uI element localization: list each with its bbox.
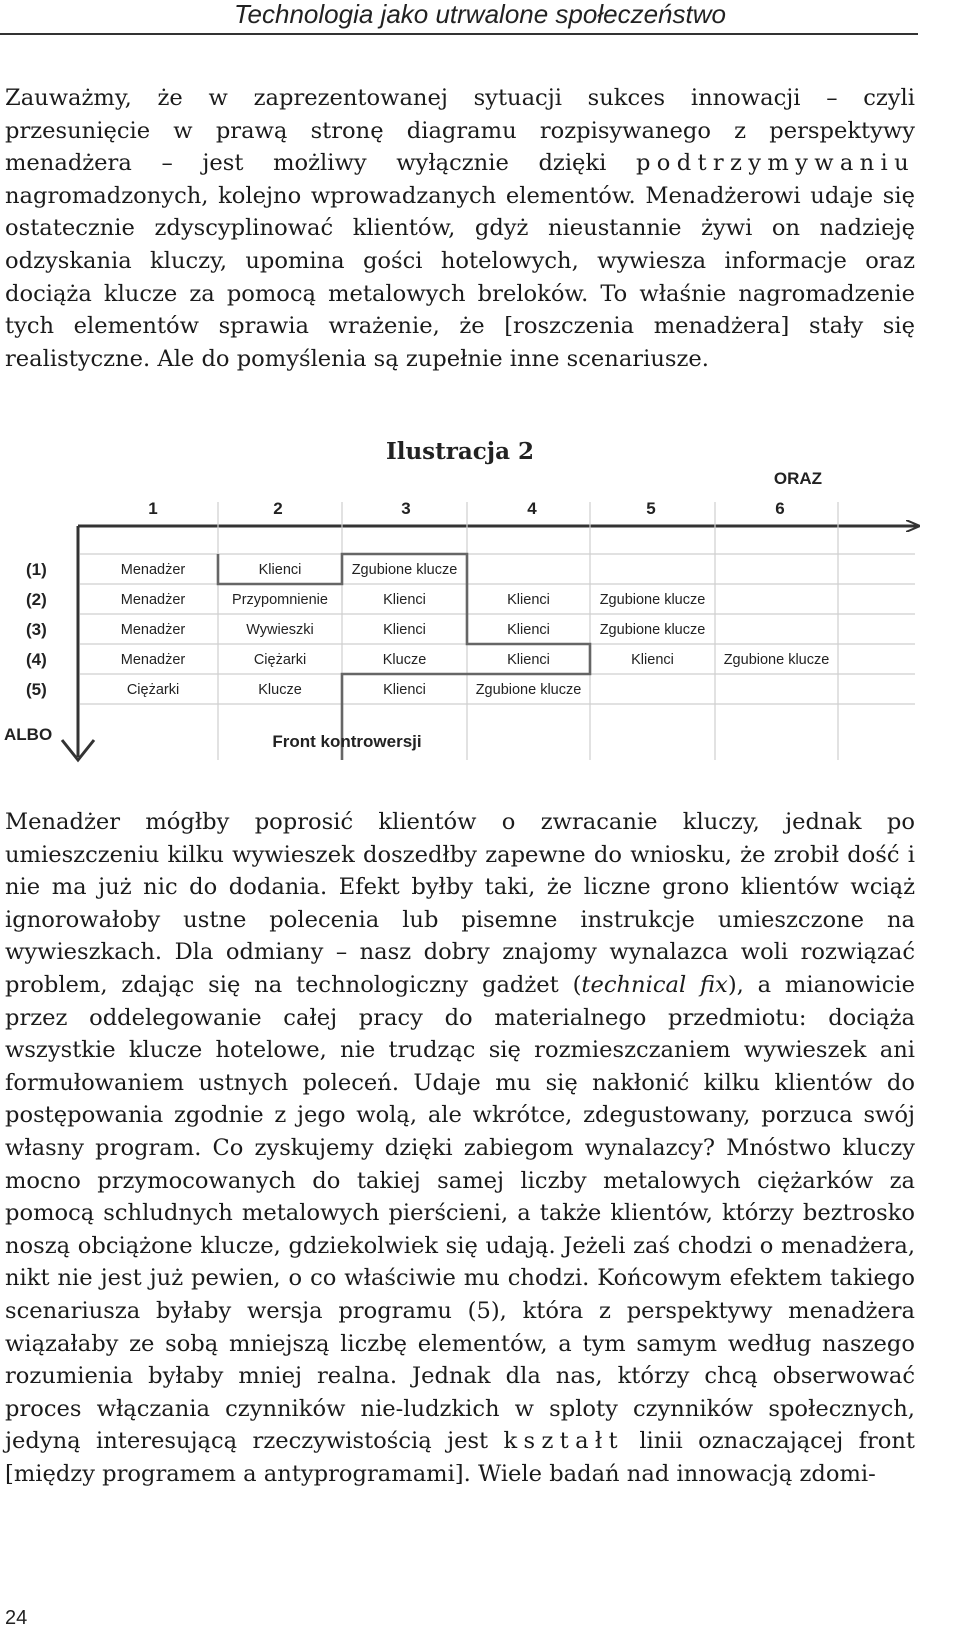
diagram-cell: Klienci	[507, 592, 550, 608]
paragraph-1	[5, 82, 915, 375]
albo-label: ALBO	[4, 725, 53, 744]
diagram-cell: Klienci	[507, 622, 550, 638]
header-rule	[0, 33, 918, 35]
row-label: (1)	[26, 560, 47, 579]
diagram-cell: Menadżer	[120, 592, 186, 608]
diagram-cell: Menadżer	[120, 652, 186, 668]
figure-diagram	[0, 462, 960, 802]
diagram-cell: Klucze	[382, 652, 427, 668]
paragraph-1-text-b: nagromadzonych, kolejno wprowadzanych elementów. Menadżerowi udaje się ostatecznie zdyscyplinować klientów, gdyż nieustannie żywi on nadzieję odzyskania kluczy, upomina gości hotelowych, wywiesza informacje oraz dociąża klucze za pomocą metalowych breloków. To właśnie nagromadzenie tych elementów sprawia wrażenie, że [roszczenia menadżera] stały się realistyczne. Ale do pomyślenia są zupełnie inne scenariusze.	[5, 182, 915, 372]
paragraph-2	[5, 806, 915, 1490]
column-number: 6	[775, 499, 785, 518]
paragraph-2-text-b: ), a mianowicie przez oddelegowanie całej pracy do materialnego przedmiotu: dociąża wszystkie klucze hotelowe, nie trudząc się rozmieszczaniem wywieszek ani formułowaniem ustnych poleceń. Udaje mu się nakłonić kilku klientów do postępowania zgodnie z jego wolą, ale wkrótce, zdegustowany, porzuca swój własny program. Co zyskujemy dzięki zabiegom wynalazcy? Mnóstwo kluczy mocno przymocowanych do takiej samej liczby metalowych ciężarków za pomocą schludnych metalowych pierścieni, a także klientów, którzy beztrosko noszą obciążone klucze, gdziekolwiek się udają. Jeżeli zaś chodzi o menadżera, nikt nie jest już pewien, o co właściwie mu chodzi. Końcowym efektem takiego scenariusza byłaby wersja programu (5), która z perspektywy menadżera wiązałaby ze sobą mniejszą liczbę elementów, a tym samym według naszego rozumienia byłaby mniej realna. Jednak dla nas, którzy chcą obserwować proces włączania czynników nie-ludzkich w sploty czynników społecznych, jedyną interesującą rzeczywistością jest	[5, 971, 916, 1455]
row-label: (5)	[26, 680, 47, 699]
technical-fix-italic: technical fix	[581, 971, 728, 998]
column-number: 1	[148, 499, 158, 518]
diagram-cell: Klienci	[258, 562, 302, 578]
paragraph-2-text-a: Menadżer mógłby poprosić klientów o zwracanie kluczy, jednak po umieszczeniu kilku wywieszek doszedłby zapewne do wniosku, że zrobił dość i nie ma już nic do dodania. Efekt byłby taki, że liczne grono klientów wciąż ignorowałoby ustne polecenia lub pisemne instrukcje umieszczone na wywieszkach. Dla odmiany – nasz dobry znajomy wynalazca woli rozwiązać problem, zdając się na technologiczny gadżet (	[5, 809, 915, 998]
column-number: 2	[273, 499, 283, 518]
column-number: 5	[646, 499, 656, 518]
diagram-cells	[121, 562, 830, 698]
diagram-cell: Klucze	[258, 682, 302, 698]
page-number: 24	[5, 1607, 28, 1629]
paragraph-2-text-c: linii oznaczającej front [między programem a antyprogramami]. Wiele badań nad innowacją zdomi-	[5, 1428, 915, 1487]
row-label: (4)	[26, 650, 47, 669]
diagram-cell: Zgubione klucze	[599, 592, 706, 608]
paragraph-1-spaced-word: podtrzymywaniu	[636, 150, 915, 177]
running-header: Technologia jako utrwalone społeczeństwo	[234, 0, 726, 29]
diagram-cell: Menadżer	[120, 562, 186, 578]
diagram-cell: Zgubione klucze	[351, 562, 458, 578]
front-label: Front kontrowersji	[272, 732, 422, 751]
column-number: 3	[401, 499, 411, 518]
diagram-cell: Wywieszki	[246, 622, 314, 638]
row-label: (3)	[26, 620, 47, 639]
diagram-cell: Zgubione klucze	[723, 652, 830, 668]
paragraph-1-text-a: Zauważmy, że w zaprezentowanej sytuacji sukces innowacji – czyli przesunięcie w prawą stronę diagramu rozpisywanego z perspektywy menadżera – jest możliwy wyłącznie dzięki	[5, 85, 915, 177]
diagram-cell: Przypomnienie	[232, 592, 328, 608]
row-label: (2)	[26, 590, 47, 609]
diagram-cell: Klienci	[507, 652, 550, 668]
diagram-cell: Klienci	[383, 622, 426, 638]
diagram-cell: Klienci	[631, 652, 674, 668]
grid-lines	[80, 502, 915, 760]
figure-title: Ilustracja 2	[385, 438, 535, 465]
column-number: 4	[527, 499, 537, 518]
diagram-cell: Ciężarki	[253, 652, 307, 668]
diagram-cell: Zgubione klucze	[599, 622, 706, 638]
oraz-label: ORAZ	[773, 469, 823, 488]
diagram-cell: Menadżer	[120, 622, 186, 638]
diagram-cell: Klienci	[383, 592, 426, 608]
diagram-cell: Zgubione klucze	[475, 682, 582, 698]
diagram-cell: Ciężarki	[126, 682, 180, 698]
diagram-cell: Klienci	[383, 682, 426, 698]
paragraph-2-spaced-word: kształt	[503, 1428, 624, 1455]
row-labels	[26, 560, 47, 699]
